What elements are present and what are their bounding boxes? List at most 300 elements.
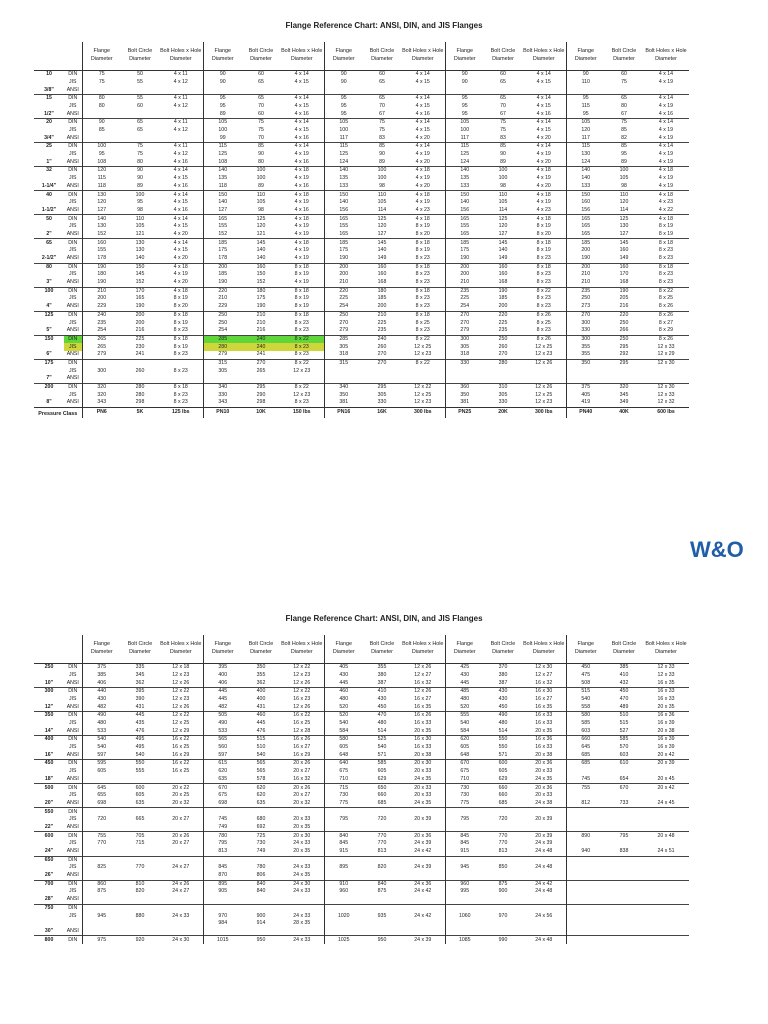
- table-cell: 24 x 27: [172, 888, 190, 895]
- table-cell: 8 x 23: [173, 391, 188, 398]
- table-cell: 230: [135, 343, 145, 350]
- table-cell: 12 x 23: [414, 351, 432, 358]
- table-cell: 1015: [203, 936, 242, 944]
- table-cell: 12 x 26: [293, 679, 311, 686]
- table-cell: 130: [82, 223, 121, 231]
- table-cell: 8 x 18: [522, 239, 566, 247]
- table-cell: 350: [324, 392, 363, 400]
- standard-label: ANSI: [66, 110, 79, 117]
- table-cell: 8 x 26: [643, 335, 689, 343]
- table-cell: 12 x 22: [401, 383, 445, 391]
- table-cell: 175: [445, 247, 484, 255]
- table-cell: 720: [82, 816, 121, 824]
- table-cell: 12 x 28: [293, 727, 311, 734]
- table-cell: [605, 808, 643, 816]
- table-cell: 4 x 14: [643, 143, 689, 151]
- table-cell: [605, 912, 643, 920]
- table-cell: 490: [82, 712, 121, 720]
- table-cell: [484, 896, 522, 904]
- table-cell: 343: [203, 399, 242, 407]
- table-cell: 100: [256, 175, 266, 182]
- nominal-size: 32: [34, 167, 64, 175]
- table-cell: 4 x 18: [280, 191, 324, 199]
- table-cell: [159, 808, 203, 816]
- table-cell: 4 x 14: [401, 143, 445, 151]
- table-cell: 485: [445, 688, 484, 696]
- standard-label: JIS: [69, 840, 77, 847]
- table-cell: 505: [203, 712, 242, 720]
- table-cell: 95: [566, 110, 605, 118]
- table-cell: 265: [256, 367, 266, 374]
- table-cell: 20 x 32: [293, 799, 311, 806]
- table-cell: 585: [566, 720, 605, 728]
- standard-label: DIN: [64, 832, 82, 840]
- table-cell: 20 x 33: [414, 768, 432, 775]
- table-cell: 220: [203, 287, 242, 295]
- nominal-size: [34, 295, 64, 303]
- nominal-size: 24": [44, 848, 54, 855]
- table-cell: 8 x 23: [536, 271, 551, 278]
- table-cell: 375: [82, 664, 121, 672]
- size-header: [34, 635, 64, 664]
- table-cell: 80: [82, 103, 121, 111]
- table-cell: [159, 135, 203, 143]
- table-cell: 4 x 11: [159, 143, 203, 151]
- column-header: Bolt Circle Diameter: [605, 635, 643, 664]
- table-cell: 24 x 33: [293, 912, 311, 919]
- table-cell: [643, 367, 689, 375]
- table-cell: 355: [256, 671, 266, 678]
- table-cell: 118: [82, 183, 121, 191]
- table-cell: 480: [82, 720, 121, 728]
- table-cell: 755: [566, 784, 605, 792]
- table-row: [34, 936, 689, 944]
- column-header: Bolt Holes x Hole Diameter: [522, 635, 566, 664]
- table-cell: [522, 920, 566, 928]
- table-cell: 12 x 29: [657, 351, 675, 358]
- table-cell: 4 x 18: [522, 167, 566, 175]
- table-cell: [484, 856, 522, 864]
- table-cell: 145: [135, 271, 145, 278]
- table-cell: 605: [377, 768, 387, 775]
- table-cell: 430: [377, 695, 387, 702]
- table-cell: [159, 375, 203, 383]
- table-cell: 210: [203, 295, 242, 303]
- table-cell: 115: [566, 103, 605, 111]
- table-cell: 490: [203, 720, 242, 728]
- table-row: [34, 896, 689, 904]
- table-cell: 935: [377, 912, 387, 919]
- standard-label: DIN: [64, 736, 82, 744]
- table-cell: 4 x 11: [159, 95, 203, 103]
- table-cell: [121, 896, 159, 904]
- table-row: [34, 231, 689, 239]
- table-cell: 660: [377, 792, 387, 799]
- table-cell: 95: [566, 95, 605, 103]
- table-cell: 266: [619, 327, 629, 334]
- table-cell: 254: [324, 303, 363, 311]
- nominal-size: 26": [44, 872, 54, 879]
- table-cell: 279: [324, 327, 363, 335]
- nominal-size: 300: [34, 688, 64, 696]
- nominal-size: 650: [34, 856, 64, 864]
- table-cell: 770: [498, 840, 508, 847]
- table-cell: 419: [566, 399, 605, 407]
- table-cell: 4 x 19: [415, 151, 430, 158]
- table-cell: 65: [242, 95, 280, 103]
- table-cell: 24 x 48: [535, 864, 553, 871]
- nominal-size: [34, 343, 64, 351]
- table-cell: 8 x 23: [173, 399, 188, 406]
- table-cell: 60: [621, 71, 627, 78]
- table-cell: 140: [256, 247, 266, 254]
- nominal-size: [34, 271, 64, 279]
- table-cell: 75: [621, 78, 627, 85]
- standard-label: JIS: [69, 695, 77, 702]
- table-cell: 140: [135, 255, 145, 262]
- pressure-class-value: PN6: [82, 407, 121, 418]
- table-cell: [484, 920, 522, 928]
- table-cell: 185: [445, 239, 484, 247]
- table-cell: 514: [377, 727, 387, 734]
- table-cell: 480: [324, 696, 363, 704]
- table-cell: 140: [203, 199, 242, 207]
- table-cell: 12 x 25: [535, 343, 553, 350]
- table-cell: 24 x 35: [293, 872, 311, 879]
- table-cell: 12 x 30: [643, 383, 689, 391]
- table-cell: 279: [203, 351, 242, 359]
- table-cell: 4 x 19: [294, 199, 309, 206]
- nominal-size: [34, 199, 64, 207]
- standard-label: DIN: [64, 95, 82, 103]
- table-cell: 130: [619, 223, 629, 230]
- table-cell: 270: [566, 311, 605, 319]
- table-row: [34, 271, 689, 279]
- table-cell: 595: [82, 760, 121, 768]
- table-cell: 450: [377, 703, 387, 710]
- table-cell: 160: [377, 271, 387, 278]
- table-cell: 250: [203, 311, 242, 319]
- nominal-size: 28": [44, 896, 54, 903]
- table-cell: 70: [258, 134, 264, 141]
- table-cell: [324, 367, 363, 375]
- nominal-size: [34, 247, 64, 255]
- table-cell: 4 x 20: [536, 134, 551, 141]
- table-row: [34, 191, 689, 199]
- table-cell: [605, 367, 643, 375]
- table-cell: [159, 359, 203, 367]
- table-cell: 430: [82, 696, 121, 704]
- table-cell: 8 x 23: [536, 279, 551, 286]
- table-cell: 8 x 19: [294, 271, 309, 278]
- table-cell: 4 x 18: [280, 239, 324, 247]
- table-cell: 105: [445, 119, 484, 127]
- table-cell: 605: [498, 768, 508, 775]
- table-cell: 140: [82, 215, 121, 223]
- table-cell: 380: [377, 671, 387, 678]
- table-cell: 124: [445, 159, 484, 167]
- table-cell: 406: [82, 679, 121, 687]
- table-cell: 310: [484, 383, 522, 391]
- table-cell: 24 x 39: [401, 936, 445, 944]
- table-cell: 98: [621, 182, 627, 189]
- table-cell: 476: [135, 727, 145, 734]
- table-cell: 330: [566, 327, 605, 335]
- table-cell: 4 x 19: [294, 255, 309, 262]
- table-cell: 405: [566, 392, 605, 400]
- table-cell: 20 x 35: [657, 703, 675, 710]
- nominal-size: [34, 79, 64, 87]
- table-cell: 8 x 23: [658, 247, 674, 254]
- table-cell: 24 x 27: [172, 864, 190, 871]
- table-cell: 387: [377, 679, 387, 686]
- table-cell: 648: [324, 752, 363, 760]
- table-cell: 4 x 15: [294, 78, 309, 85]
- table-cell: 8 x 20: [536, 230, 551, 237]
- table-cell: 430: [445, 672, 484, 680]
- table-cell: 4 x 16: [658, 110, 674, 117]
- header-row: [34, 42, 689, 71]
- nominal-size: 14": [44, 727, 54, 734]
- table-cell: 810: [121, 880, 159, 888]
- table-cell: 4 x 15: [415, 102, 430, 109]
- table-cell: 4 x 14: [415, 71, 430, 78]
- table-cell: 12 x 25: [172, 720, 190, 727]
- table-cell: 108: [82, 159, 121, 167]
- nominal-size: 175: [34, 359, 64, 367]
- table-cell: 80: [621, 102, 627, 109]
- table-cell: [363, 904, 401, 912]
- table-row: [34, 303, 689, 311]
- table-cell: 895: [324, 864, 363, 872]
- table-cell: 8 x 23: [658, 271, 674, 278]
- table-cell: 540: [82, 736, 121, 744]
- table-cell: [566, 768, 605, 776]
- table-cell: 600: [121, 784, 159, 792]
- table-cell: [522, 904, 566, 912]
- table-cell: 170: [121, 287, 159, 295]
- pressure-class-value: 125 lbs: [159, 407, 203, 418]
- table-cell: 990: [484, 936, 522, 944]
- table-cell: [324, 856, 363, 864]
- standard-label: DIN: [64, 263, 82, 271]
- table-cell: 250: [203, 319, 242, 327]
- table-row: [34, 159, 689, 167]
- table-cell: 216: [619, 303, 629, 310]
- table-cell: [522, 375, 566, 383]
- table-cell: 4 x 14: [159, 191, 203, 199]
- table-cell: 12 x 23: [535, 351, 553, 358]
- table-cell: [363, 928, 401, 936]
- table-cell: 105: [256, 199, 266, 206]
- table-cell: 315: [324, 359, 363, 367]
- table-cell: 362: [135, 679, 145, 686]
- table-cell: [522, 928, 566, 936]
- nominal-size: [34, 367, 64, 375]
- table-cell: 330: [498, 399, 508, 406]
- table-cell: [401, 86, 445, 94]
- table-cell: 960: [445, 880, 484, 888]
- table-cell: 120: [566, 127, 605, 135]
- table-cell: [242, 375, 280, 383]
- table-cell: 318: [445, 351, 484, 359]
- table-cell: 152: [256, 279, 266, 286]
- table-cell: 105: [566, 119, 605, 127]
- table-cell: 110: [484, 191, 522, 199]
- table-cell: 225: [445, 295, 484, 303]
- table-cell: [605, 880, 643, 888]
- table-cell: 8 x 23: [658, 255, 674, 262]
- table-cell: 620: [256, 792, 266, 799]
- table-cell: 156: [566, 207, 605, 215]
- table-row: [34, 712, 689, 720]
- table-cell: 98: [500, 182, 506, 189]
- table-cell: 90: [324, 71, 363, 79]
- pressure-class-value: 40K: [605, 407, 643, 418]
- table-cell: 114: [377, 206, 387, 213]
- table-cell: 100: [121, 191, 159, 199]
- table-cell: 100: [324, 127, 363, 135]
- table-cell: 85: [484, 143, 522, 151]
- page-title-2: Flange Reference Chart: ANSI, DIN, and JIS Flanges: [285, 614, 483, 623]
- standard-label: DIN: [64, 335, 82, 343]
- standard-label: ANSI: [66, 775, 79, 782]
- table-cell: [82, 856, 121, 864]
- table-cell: 425: [445, 664, 484, 672]
- table-cell: [401, 856, 445, 864]
- table-cell: 400: [242, 688, 280, 696]
- table-cell: [605, 768, 643, 776]
- table-cell: [280, 904, 324, 912]
- table-cell: 165: [203, 215, 242, 223]
- table-cell: 133: [324, 183, 363, 191]
- standard-label: ANSI: [66, 351, 79, 358]
- table-cell: [445, 375, 484, 383]
- table-cell: [121, 359, 159, 367]
- table-cell: 150: [566, 191, 605, 199]
- table-cell: [522, 367, 566, 375]
- table-cell: 845: [445, 840, 484, 848]
- table-cell: 12 x 26: [401, 688, 445, 696]
- table-cell: 4 x 14: [522, 119, 566, 127]
- table-cell: 65: [500, 78, 506, 85]
- table-cell: 89: [379, 158, 385, 165]
- table-cell: 95: [621, 151, 627, 158]
- table-cell: 65: [484, 95, 522, 103]
- table-cell: 450: [566, 664, 605, 672]
- table-row: [34, 223, 689, 231]
- table-cell: 605: [135, 792, 145, 799]
- table-cell: 260: [135, 367, 145, 374]
- table-cell: 156: [324, 207, 363, 215]
- table-cell: 125: [203, 151, 242, 159]
- table-cell: 165: [135, 295, 145, 302]
- table-cell: 4 x 19: [173, 271, 188, 278]
- table-cell: 4 x 20: [173, 230, 188, 237]
- table-cell: 440: [82, 688, 121, 696]
- table-cell: 75: [484, 119, 522, 127]
- table-cell: 4 x 23: [536, 206, 551, 213]
- table-cell: 560: [203, 744, 242, 752]
- nominal-size: [34, 151, 64, 159]
- pressure-class-value: 300 lbs: [522, 407, 566, 418]
- table-cell: 4 x 14: [159, 239, 203, 247]
- table-cell: 8 x 18: [159, 311, 203, 319]
- table-cell: 4 x 14: [159, 167, 203, 175]
- table-cell: 8 x 26: [522, 311, 566, 319]
- table-cell: 8 x 23: [415, 303, 430, 310]
- table-row: [34, 151, 689, 159]
- table-cell: 60: [379, 71, 385, 78]
- table-cell: 770: [82, 840, 121, 848]
- table-cell: 4 x 18: [401, 191, 445, 199]
- table-cell: 8 x 26: [658, 303, 674, 310]
- table-cell: 12 x 22: [293, 664, 311, 671]
- table-cell: 165: [324, 231, 363, 239]
- table-cell: 806: [256, 872, 266, 879]
- table-cell: 90: [500, 151, 506, 158]
- table-cell: 160: [484, 263, 522, 271]
- table-cell: 605: [324, 744, 363, 752]
- table-cell: 400: [256, 695, 266, 702]
- table-cell: [522, 808, 566, 816]
- nominal-size: 22": [44, 823, 54, 830]
- table-cell: 603: [566, 728, 605, 736]
- table-cell: [566, 856, 605, 864]
- nominal-size: 12": [44, 703, 54, 710]
- table-cell: 89: [500, 158, 506, 165]
- table-cell: 295: [605, 359, 643, 367]
- table-cell: 20 x 36: [401, 832, 445, 840]
- table-cell: 20 x 35: [535, 727, 553, 734]
- table-cell: 156: [445, 207, 484, 215]
- table-cell: [643, 824, 689, 832]
- table-cell: 350: [445, 392, 484, 400]
- table-cell: 55: [137, 78, 143, 85]
- table-cell: 280: [203, 343, 242, 351]
- table-cell: 8 x 25: [658, 295, 674, 302]
- table-cell: 95: [203, 103, 242, 111]
- table-cell: 24 x 51: [657, 848, 675, 855]
- table-cell: 200: [121, 311, 159, 319]
- table-cell: 720: [377, 816, 387, 823]
- table-row: [34, 295, 689, 303]
- table-cell: 565: [256, 768, 266, 775]
- table-cell: [121, 808, 159, 816]
- table-cell: 200: [377, 303, 387, 310]
- nominal-size: [34, 768, 64, 776]
- nominal-size: 40: [34, 191, 64, 199]
- table-cell: 555: [135, 768, 145, 775]
- table-cell: 149: [619, 255, 629, 262]
- table-cell: 24 x 48: [535, 848, 553, 855]
- table-cell: 75: [137, 151, 143, 158]
- table-cell: [566, 367, 605, 375]
- table-cell: [643, 872, 689, 880]
- nominal-size: [34, 816, 64, 824]
- table-cell: 1020: [324, 912, 363, 920]
- table-cell: 578: [256, 775, 266, 782]
- table-cell: 135: [203, 175, 242, 183]
- table-cell: 190: [256, 303, 266, 310]
- table-cell: 745: [203, 816, 242, 824]
- table-cell: 200: [445, 271, 484, 279]
- table-cell: [566, 936, 605, 944]
- table-cell: 220: [605, 311, 643, 319]
- table-cell: 381: [445, 399, 484, 407]
- table-cell: 749: [203, 824, 242, 832]
- table-cell: 460: [324, 688, 363, 696]
